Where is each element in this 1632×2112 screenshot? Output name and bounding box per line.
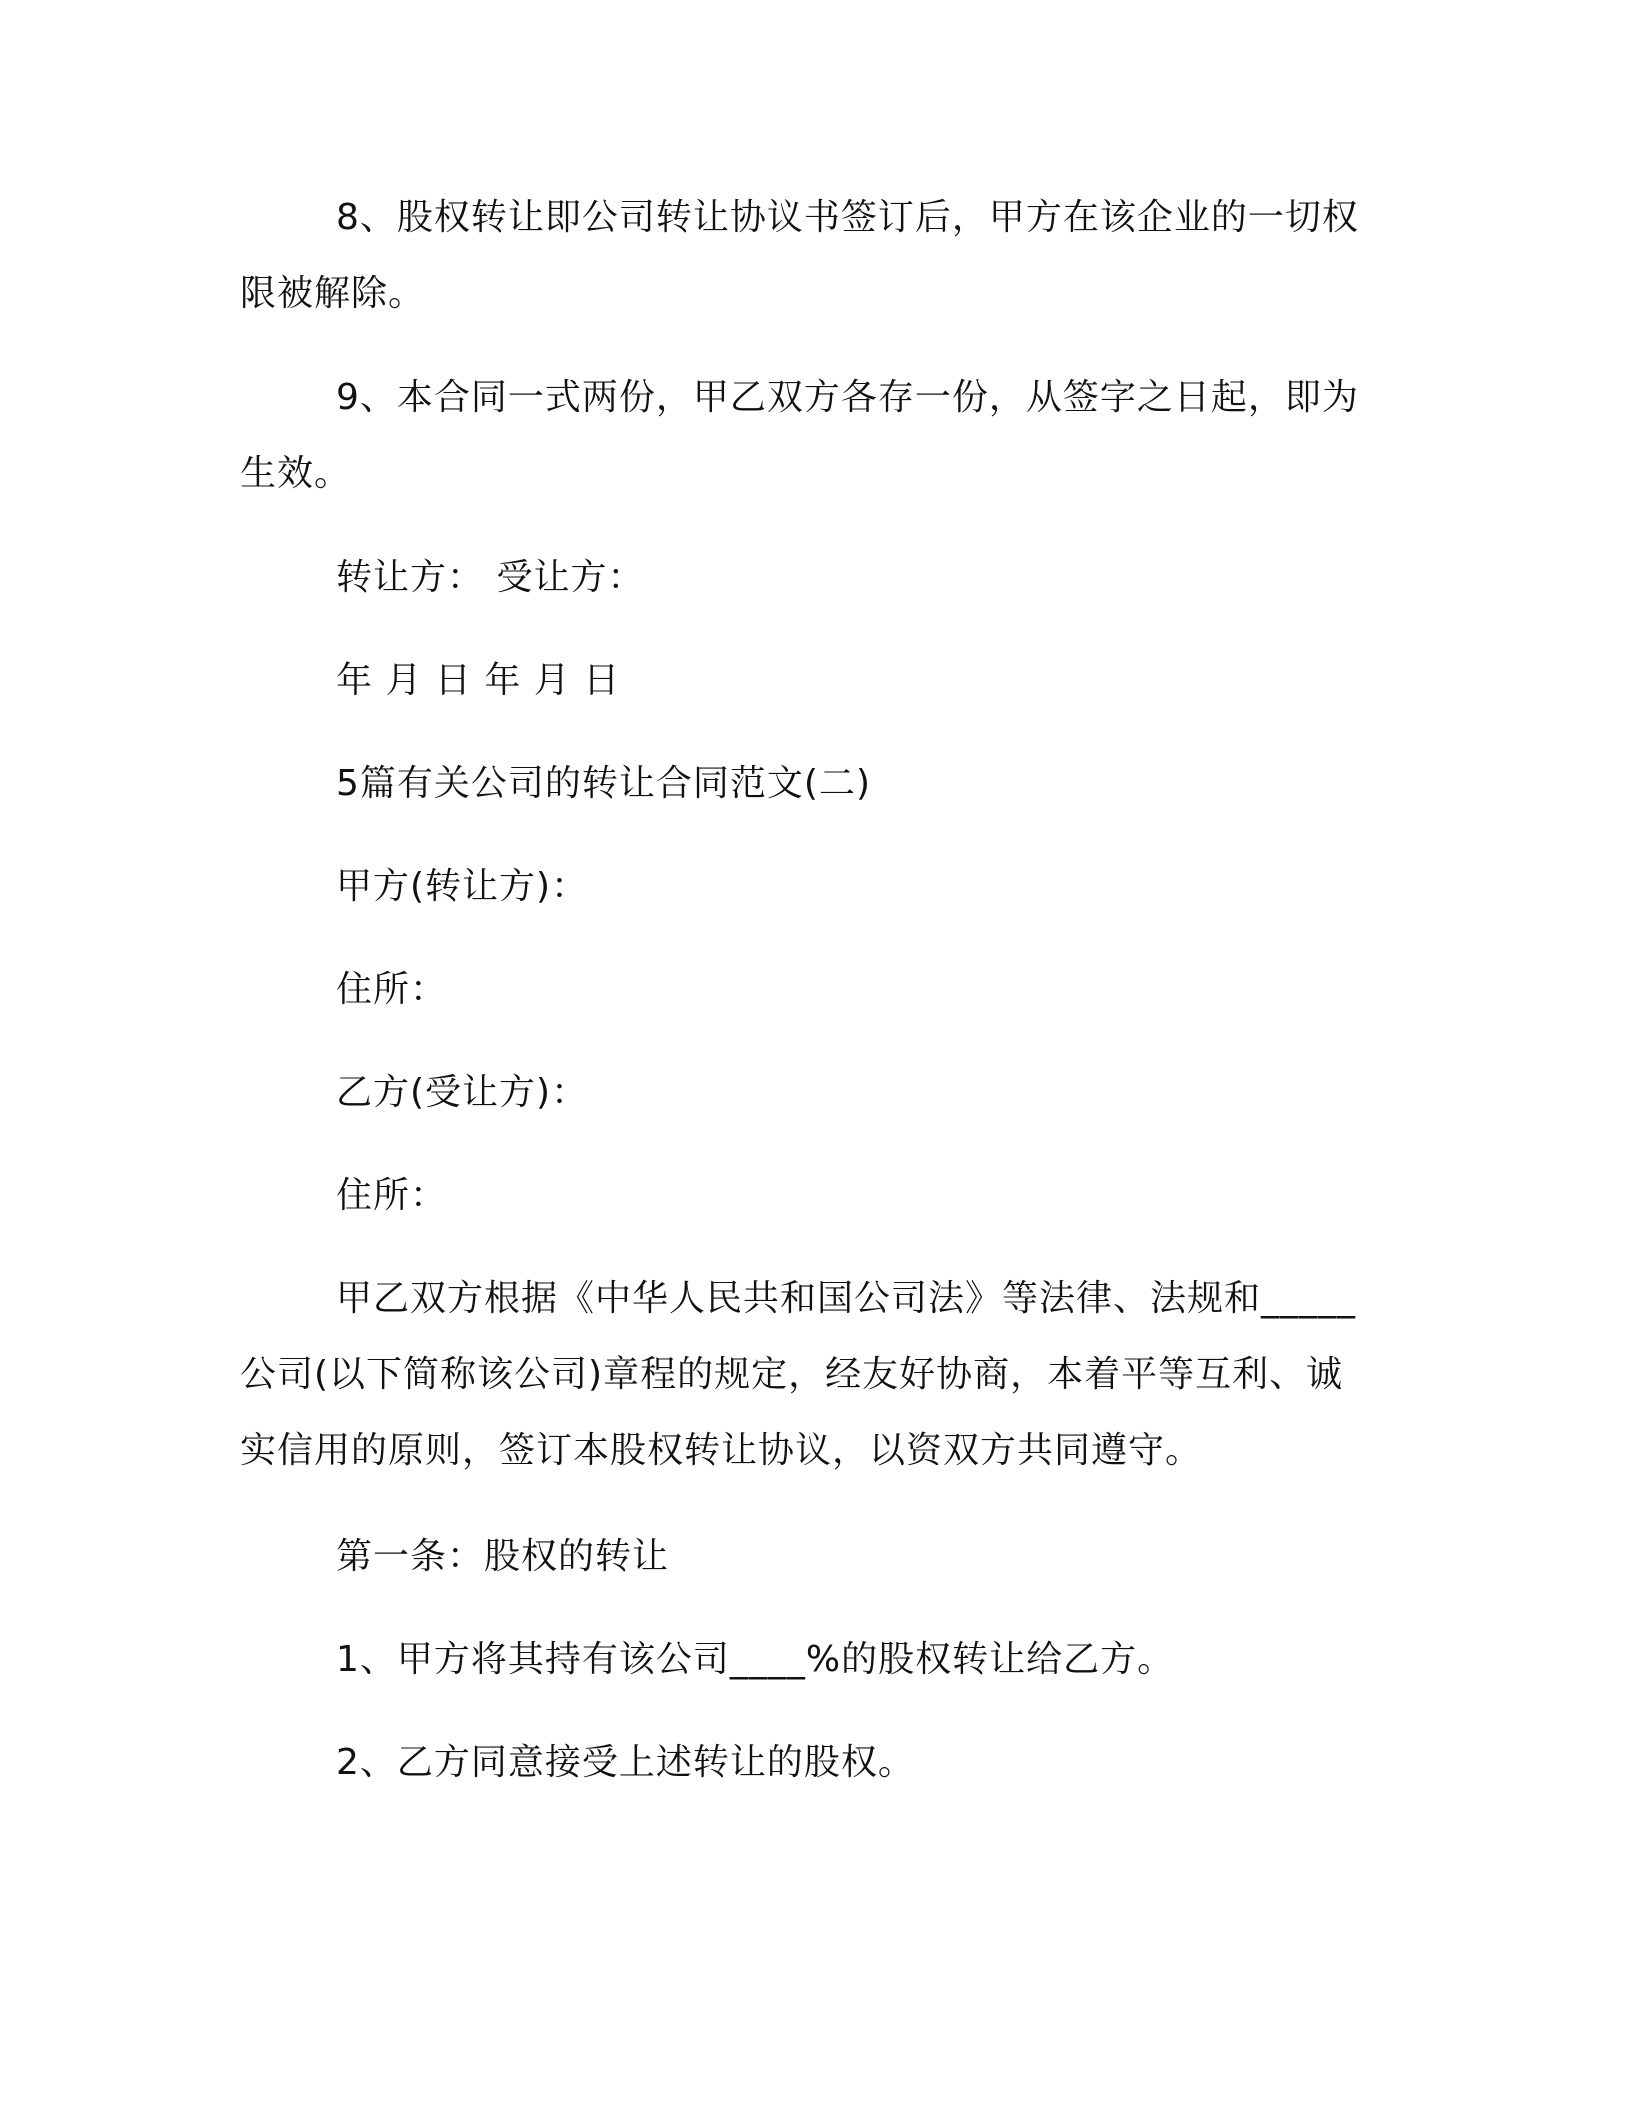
signature-parties: 转让方： 受让方： — [336, 557, 645, 598]
preamble: 甲乙双方根据《中华人民共和国公司法》等法律、法规和_____公司(以下简称该公司)章程的规定，经友好协商，本着平等互利、诚实信用的原则，签订本股权转让协议，以资双方共同遵守。 — [240, 1278, 1357, 1471]
article-1-title: 第一条：股权的转让 — [336, 1536, 670, 1577]
party-b-label: 乙方(受让方)： — [336, 1072, 589, 1113]
party-a-label: 甲方(转让方)： — [336, 866, 589, 907]
section-title: 5篇有关公司的转让合同范文(二) — [336, 763, 871, 804]
article-1-item-2: 2、乙方同意接受上述转让的股权。 — [336, 1742, 915, 1783]
party-b-address: 住所： — [336, 1175, 448, 1216]
clause-9: 9、本合同一式两份，甲乙双方各存一份，从签字之日起，即为生效。 — [240, 377, 1359, 494]
clause-8: 8、股权转让即公司转让协议书签订后，甲方在该企业的一切权限被解除。 — [240, 197, 1359, 314]
article-1-item-1: 1、甲方将其持有该公司____%的股权转让给乙方。 — [336, 1639, 1175, 1680]
signature-dates: 年 月 日 年 月 日 — [336, 660, 621, 701]
party-a-address: 住所： — [336, 969, 448, 1010]
